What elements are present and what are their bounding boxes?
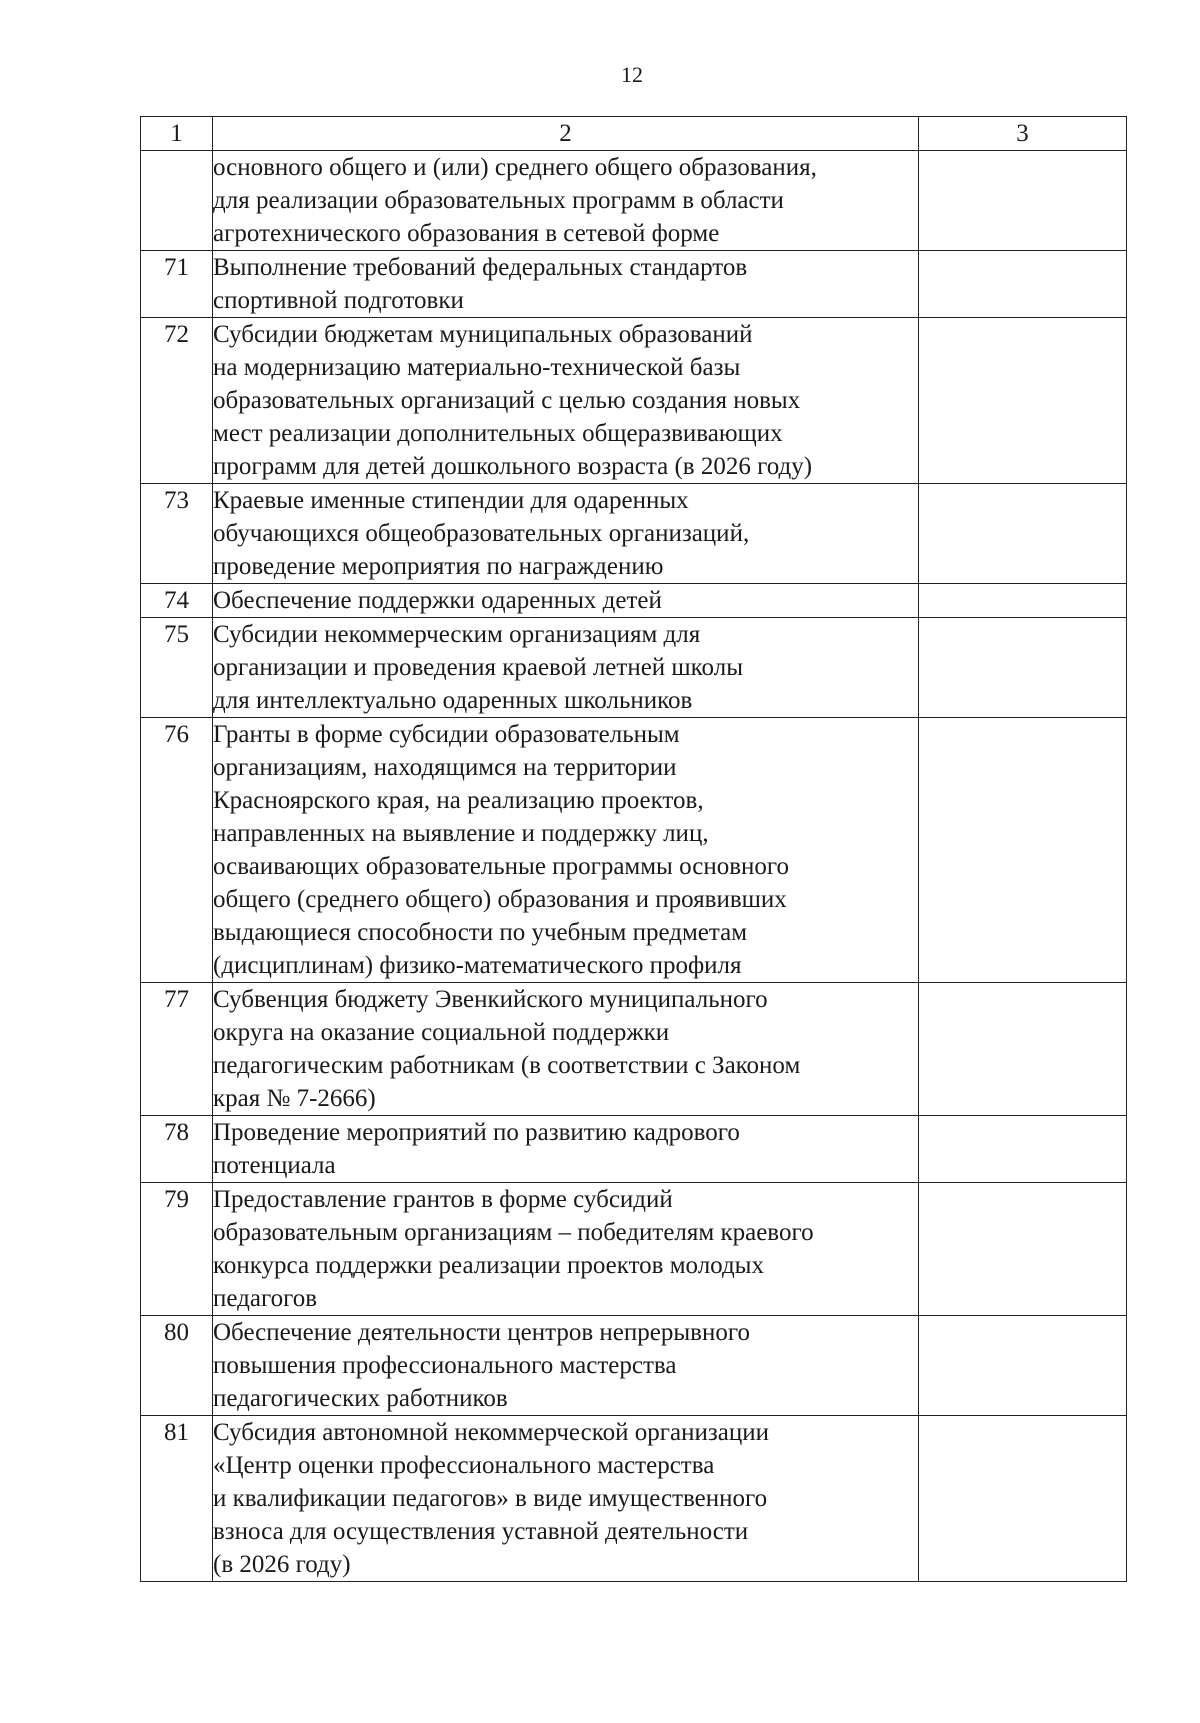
- row-column-3: [919, 251, 1127, 318]
- table-header-row: [141, 117, 1127, 151]
- row-column-3: [919, 983, 1127, 1116]
- row-description: Обеспечение поддержки одаренных детей: [213, 584, 919, 618]
- row-number: 76: [141, 718, 213, 983]
- row-number: 77: [141, 983, 213, 1116]
- row-column-3: [919, 1116, 1127, 1183]
- column-header-3: 3: [919, 117, 1127, 151]
- row-number: [141, 151, 213, 251]
- row-number: 73: [141, 484, 213, 584]
- row-column-3: [919, 618, 1127, 718]
- row-number: 71: [141, 251, 213, 318]
- row-number: 72: [141, 318, 213, 484]
- row-number: 75: [141, 618, 213, 718]
- row-column-3: [919, 1416, 1127, 1582]
- column-header-2: 2: [213, 117, 919, 151]
- row-column-3: [919, 151, 1127, 251]
- table-row: [141, 718, 1127, 983]
- row-description: основного общего и (или) среднего общего образования, для реализации образовательных программ в области агротехнического образования в сетевой форме: [213, 151, 919, 251]
- row-description: Субсидии бюджетам муниципальных образований на модернизацию материально-технической базы образовательных организаций с целью создания новых мест реализации дополнительных общеразвивающих программ для детей дошкольного возраста (в 2026 году): [213, 318, 919, 484]
- row-column-3: [919, 1316, 1127, 1416]
- table-row: [141, 1116, 1127, 1183]
- row-number: 78: [141, 1116, 213, 1183]
- table-row: [141, 983, 1127, 1116]
- row-description: Краевые именные стипендии для одаренных обучающихся общеобразовательных организаций, проведение мероприятия по награждению: [213, 484, 919, 584]
- row-column-3: [919, 1183, 1127, 1316]
- table-row: [141, 1316, 1127, 1416]
- table-row: [141, 1183, 1127, 1316]
- row-number: 74: [141, 584, 213, 618]
- table-row: [141, 584, 1127, 618]
- row-description: Гранты в форме субсидии образовательным организациям, находящимся на территории Красноярского края, на реализацию проектов, направленных на выявление и поддержку лиц, осваивающих образовательные программы основного общего (среднего общего) образования и проявивших выдающиеся способности по учебным предметам (дисциплинам) физико-математического профиля: [213, 718, 919, 983]
- row-description: Субвенция бюджету Эвенкийского муниципального округа на оказание социальной поддержки педагогическим работникам (в соответствии с Законом края № 7-2666): [213, 983, 919, 1116]
- row-column-3: [919, 484, 1127, 584]
- row-description: Обеспечение деятельности центров непрерывного повышения профессионального мастерства педагогических работников: [213, 1316, 919, 1416]
- table-row: [141, 1416, 1127, 1582]
- table-row: [141, 151, 1127, 251]
- row-number: 79: [141, 1183, 213, 1316]
- row-description: Выполнение требований федеральных стандартов спортивной подготовки: [213, 251, 919, 318]
- row-column-3: [919, 318, 1127, 484]
- row-number: 80: [141, 1316, 213, 1416]
- row-description: Проведение мероприятий по развитию кадрового потенциала: [213, 1116, 919, 1183]
- row-description: Субсидия автономной некоммерческой организации «Центр оценки профессионального мастерства и квалификации педагогов» в виде имущественного взноса для осуществления уставной деятельности (в 2026 году): [213, 1416, 919, 1582]
- row-number: 81: [141, 1416, 213, 1582]
- row-column-3: [919, 718, 1127, 983]
- table-row: [141, 484, 1127, 584]
- table-row: [141, 618, 1127, 718]
- column-header-1: 1: [141, 117, 213, 151]
- document-table: [140, 116, 1127, 1582]
- row-column-3: [919, 584, 1127, 618]
- table-row: [141, 318, 1127, 484]
- page-number: 12: [621, 62, 643, 87]
- table-row: [141, 251, 1127, 318]
- row-description: Субсидии некоммерческим организациям для организации и проведения краевой летней школы для интеллектуально одаренных школьников: [213, 618, 919, 718]
- row-description: Предоставление грантов в форме субсидий образовательным организациям – победителям краевого конкурса поддержки реализации проектов молодых педагогов: [213, 1183, 919, 1316]
